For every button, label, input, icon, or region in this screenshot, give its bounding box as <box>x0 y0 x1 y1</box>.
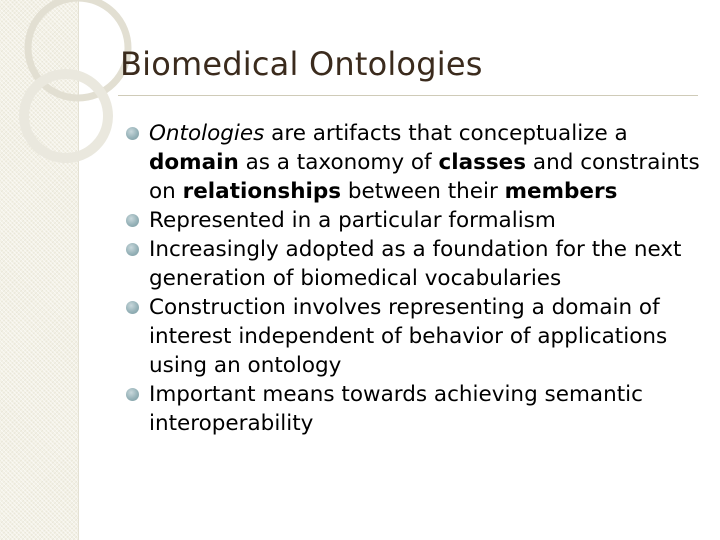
bullet-segment-italic: Ontologies <box>149 121 265 146</box>
bullet-dot-icon <box>126 214 139 227</box>
bullet-segment: between their <box>341 179 505 204</box>
bullet-item <box>126 235 708 293</box>
bullet-dot-icon <box>126 243 139 256</box>
bullet-dot-icon <box>126 388 139 401</box>
slide-title: Biomedical Ontologies <box>120 45 483 83</box>
bullet-segment-bold: domain <box>149 150 239 175</box>
bullet-segment: as a taxonomy of <box>238 150 439 175</box>
bullet-item <box>126 206 708 235</box>
bullet-segment: Increasingly adopted as a foundation for the next generation of biomedical vocabularies <box>149 237 682 291</box>
decorative-ring-small <box>24 74 108 158</box>
bullet-segment-bold: relationships <box>182 179 342 204</box>
bullet-segment: Represented in a particular formalism <box>149 208 556 233</box>
bullet-segment: and constraints on <box>149 150 700 204</box>
bullet-segment-bold: members <box>504 179 618 204</box>
bullet-item <box>126 119 708 206</box>
bullet-segment: Construction involves representing a domain of interest independent of behavior of applications using an ontology <box>149 295 668 378</box>
title-divider <box>118 95 698 96</box>
bullet-dot-icon <box>126 127 139 140</box>
bullet-list <box>126 119 708 438</box>
bullet-dot-icon <box>126 301 139 314</box>
bullet-segment-bold: classes <box>438 150 527 175</box>
bullet-item <box>126 380 708 438</box>
bullet-segment: are artifacts that conceptualize a <box>264 121 628 146</box>
bullet-segment: Important means towards achieving semantic interoperability <box>149 382 643 436</box>
bullet-item <box>126 293 708 380</box>
